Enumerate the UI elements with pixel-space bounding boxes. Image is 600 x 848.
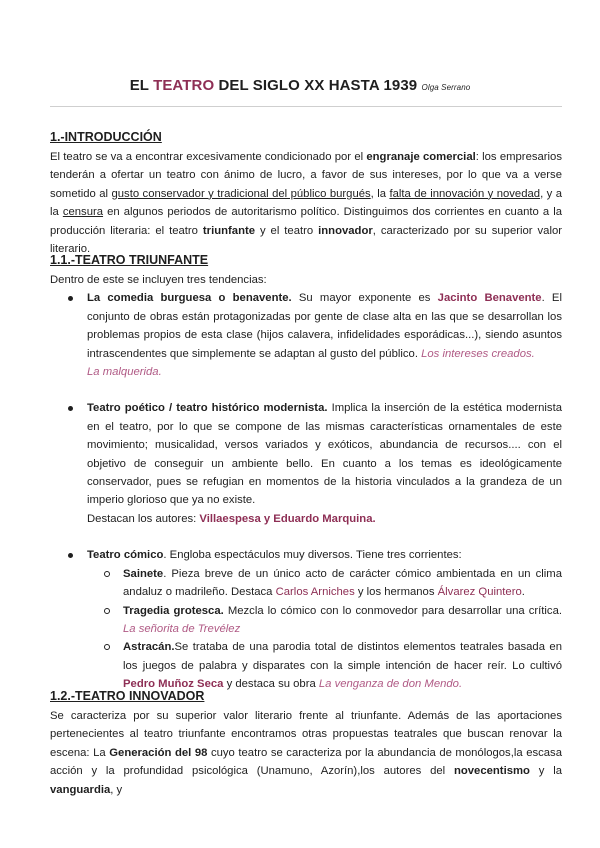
intro-bold-triunfante: triunfante: [202, 224, 256, 237]
intro-text-7: , caracterizado por su superior valor literario.: [50, 224, 562, 256]
sub2-text-1: Mezcla lo cómico con lo conmovedor para desarrollar una crítica.: [223, 604, 562, 617]
title-divider: [50, 106, 562, 107]
sub3-work: La venganza de don Mendo.: [318, 678, 463, 691]
intro-text-2: : los empresarios tenderán a ofertar un teatro con ánimo de lucro, a favor de sus intereses, por lo que va a verse sometido al: [50, 151, 562, 200]
section-teatro-innovador: [50, 686, 562, 799]
innovador-bold-vanguardia: vanguardia: [50, 783, 111, 796]
section-introduccion: [50, 127, 562, 258]
item1-title: La comedia burguesa o benavente.: [87, 292, 292, 305]
heading-teatro-triunfante: 1.1.-TEATRO TRIUNFANTE: [50, 253, 209, 267]
innovador-text-4: , y: [110, 783, 123, 796]
sub-item-tragedia-grotesca: [87, 602, 562, 639]
intro-underline-gusto: gusto conservador y tradicional del público burgués: [111, 187, 371, 200]
intro-bold-innovador: innovador: [318, 224, 373, 237]
innovador-text-3: y la: [529, 765, 562, 778]
title-prefix: EL: [129, 77, 154, 94]
corrientes-list: [87, 565, 562, 694]
item3-title: Teatro cómico: [87, 549, 164, 562]
list-item-comedia-burguesa: [50, 289, 562, 381]
page-title: [0, 76, 600, 98]
intro-underline-censura: censura: [62, 206, 104, 219]
innovador-text-2: cuyo teatro se caracteriza por la abundancia de monólogos,la escasa acción y la profundidad psicológica (Unamuno, Azorín),los autores del: [50, 746, 562, 778]
sub2-title: Tragedia grotesca.: [123, 604, 224, 617]
item3-text-1: . Engloba espectáculos muy diversos. Tiene tres corrientes:: [163, 549, 462, 562]
sub1-author-arniches: Carlos Arniches: [275, 586, 355, 599]
intro-text-1: El teatro se va a encontrar excesivamente condicionado por el: [50, 151, 367, 163]
intro-text-6: y el teatro: [255, 224, 319, 237]
list-item-teatro-poetico: [50, 399, 562, 528]
intro-text-3: , la: [370, 187, 390, 200]
intro-paragraph: [50, 148, 562, 258]
item2-text-1: Implica la inserción de la estética modernista en el teatro, por lo que se compone de las mismas características ornamentales de este movimiento; musicalidad, versos variados y exóticos, abundancia de recursos.... con el objetivo de conseguir un ambiente bello. En cuanto a los temas es ideológicamente conservador, pues se refugian en momentos de la historia vinculados a la grandeza de un imperio glorioso que ya no existe.: [87, 402, 562, 507]
heading-introduccion: 1.-INTRODUCCIÓN: [50, 130, 162, 144]
intro-underline-falta: falta de innovación y novedad: [389, 187, 541, 200]
sub3-text-2: y destaca su obra: [223, 678, 319, 691]
innovador-paragraph: [50, 707, 562, 799]
intro-text-4: , y a la: [50, 187, 562, 219]
title-accent: TEATRO: [153, 77, 215, 94]
intro-bold-engranaje: engranaje comercial: [366, 151, 476, 163]
item1-text-1: Su mayor exponente es: [291, 292, 438, 305]
sub1-text-3: .: [521, 586, 525, 599]
sub3-title: Astracán.: [123, 641, 175, 654]
innovador-text-1: Se caracteriza por su superior valor literario frente al triunfante. Además de las aportaciones pertenecientes al teatro triunfante encontramos otras propuestas teatrales que buscan renovar la escena: La: [50, 710, 562, 759]
sub2-work: La señorita de Trevélez: [123, 622, 241, 635]
intro-text-5: en algunos periodos de autoritarismo político. Distinguimos dos corrientes en cuanto a la producción literaria: el teatro: [50, 206, 562, 237]
title-suffix: DEL SIGLO XX HASTA 1939: [214, 77, 418, 94]
sub3-author: Pedro Muñoz Seca: [123, 678, 224, 691]
sub1-author-quintero: Álvarez Quintero: [437, 586, 522, 599]
item1-work-1: Los intereses creados.: [421, 347, 535, 360]
item2-title: Teatro poético / teatro histórico modernista.: [87, 402, 328, 415]
author-name: Olga Serrano: [421, 83, 471, 92]
item1-text-2: . El conjunto de obras están protagonizadas por gente de clase alta en las que se desarrollan los problemas propios de esta clase (hijos calavera, infidelidades esporádicas...), siendo asuntos intrascendentes que simplemente se adaptan al gusto del público.: [87, 292, 562, 360]
list-item-teatro-comico: [50, 546, 562, 693]
heading-teatro-innovador: 1.2.-TEATRO INNOVADOR: [50, 689, 205, 703]
sub1-text-2: y los hermanos: [354, 586, 438, 599]
innovador-bold-novecentismo: novecentismo: [453, 765, 530, 778]
sub1-text-1: . Pieza breve de un único acto de carácter cómico ambientada en un clima andaluz o madrileño. Destaca: [123, 567, 562, 599]
section-teatro-triunfante: [50, 250, 562, 694]
sub1-title: Sainete: [123, 567, 164, 580]
sub-item-sainete: [87, 565, 562, 602]
item2-text-2: Destacan los autores:: [87, 512, 200, 525]
triunfante-lead: Dentro de este se incluyen tres tendencias:: [50, 274, 267, 286]
tendencias-list: [50, 289, 562, 693]
item1-work-2: La malquerida.: [87, 366, 162, 379]
sub3-text-1: Se trataba de una parodia total de distintos elementos teatrales basada en los juegos de palabra y disparates con la simple intención de hacer reír. Lo cultivó: [123, 641, 562, 672]
item1-author: Jacinto Benavente: [437, 292, 542, 305]
innovador-bold-98: Generación del 98: [109, 746, 208, 759]
item2-authors: Villaespesa y Eduardo Marquina.: [199, 512, 376, 525]
